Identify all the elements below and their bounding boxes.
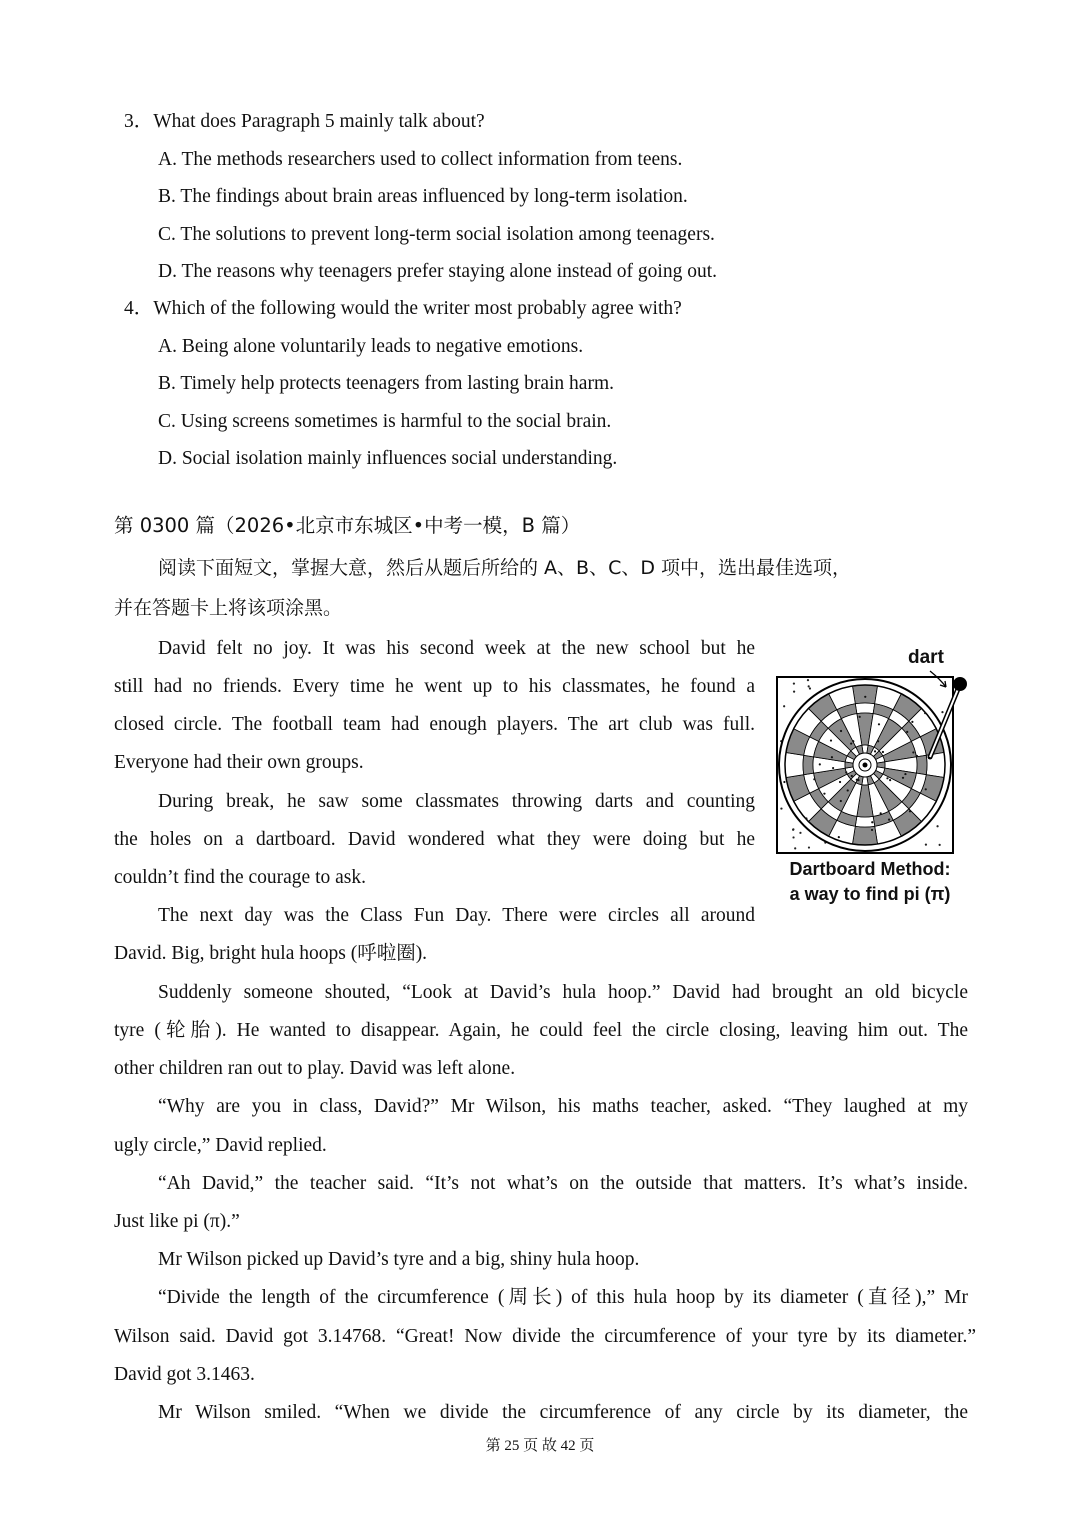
section-heading: 第 0300 篇（2026•北京市东城区•中考一模，B 篇） [114, 514, 581, 537]
question-3-option-d: D. The reasons why teenagers prefer staying alone instead of going out. [158, 261, 718, 282]
passage-line: During break, he saw some classmates throwing darts and counting [158, 791, 755, 812]
passage-line: Everyone had their own groups. [114, 752, 364, 773]
passage-line: Mr Wilson smiled. “When we divide the circumference of any circle by its diameter, the [158, 1402, 968, 1423]
passage-line: David felt no joy. It was his second week at the new school but he [158, 638, 755, 659]
question-number: 3． [124, 111, 154, 132]
instruction-line-2: 并在答题卡上将该项涂黑。 [114, 597, 343, 619]
passage-line: Mr Wilson picked up David’s tyre and a big, shiny hula hoop. [158, 1249, 640, 1270]
question-4-option-b: B. Timely help protects teenagers from lasting brain harm. [158, 373, 614, 394]
question-3-stem [124, 110, 485, 134]
passage-line: “Ah David,” the teacher said. “It’s not what’s on the outside that matters. It’s what’s inside. [158, 1173, 968, 1194]
passage-line: “Divide the length of the circumference (周长) of this hula hoop by its diameter (直径),” Mr [158, 1287, 968, 1308]
question-4-option-c: C. Using screens sometimes is harmful to the social brain. [158, 411, 612, 432]
dart-label: dart [908, 647, 944, 668]
dartboard-figure [770, 645, 975, 915]
figure-caption-line-1: Dartboard Method: [789, 859, 951, 879]
question-number: 4． [124, 298, 154, 319]
passage-line: David got 3.1463. [114, 1364, 255, 1385]
passage-line: tyre (轮胎). He wanted to disappear. Again, he could feel the circle closing, leaving him out. The [114, 1020, 968, 1041]
passage-line: couldn’t find the courage to ask. [114, 867, 366, 888]
question-3-option-a: A. The methods researchers used to collect information from teens. [158, 149, 683, 170]
question-text: Which of the following would the writer most probably agree with? [153, 298, 682, 319]
figure-caption-line-2: a way to find pi (π) [789, 884, 951, 904]
passage-line: closed circle. The football team had enough players. The art club was full. [114, 714, 755, 735]
instruction-line-1: 阅读下面短文，掌握大意，然后从题后所给的 A、B、C、D 项中，选出最佳选项， [158, 557, 852, 579]
passage-line: other children ran out to play. David was left alone. [114, 1058, 516, 1079]
question-4-option-a: A. Being alone voluntarily leads to negative emotions. [158, 336, 584, 357]
passage-line: “Why are you in class, David?” Mr Wilson, his maths teacher, asked. “They laughed at my [158, 1096, 968, 1117]
passage-line: the holes on a dartboard. David wondered what they were doing but he [114, 829, 755, 850]
question-text: What does Paragraph 5 mainly talk about? [153, 111, 485, 132]
passage-line: still had no friends. Every time he went up to his classmates, he found a [114, 676, 755, 697]
dartboard-icon [770, 645, 975, 855]
question-3-option-c: C. The solutions to prevent long-term social isolation among teenagers. [158, 224, 715, 245]
question-3-option-b: B. The findings about brain areas influenced by long-term isolation. [158, 186, 688, 207]
passage-line: Suddenly someone shouted, “Look at David’s hula hoop.” David had brought an old bicycle [158, 982, 968, 1003]
passage-line: ugly circle,” David replied. [114, 1135, 327, 1156]
question-4-stem [124, 297, 682, 321]
question-4-option-d: D. Social isolation mainly influences social understanding. [158, 448, 618, 469]
passage-line: Just like pi (π).” [114, 1211, 240, 1232]
passage-line: The next day was the Class Fun Day. There were circles all around [158, 905, 755, 926]
page-footer: 第 25 页 故 42 页 [485, 1438, 595, 1454]
passage-line: David. Big, bright hula hoops (呼啦圈). [114, 943, 428, 964]
passage-line: Wilson said. David got 3.14768. “Great! Now divide the circumference of your tyre by its diameter.” [114, 1326, 976, 1347]
